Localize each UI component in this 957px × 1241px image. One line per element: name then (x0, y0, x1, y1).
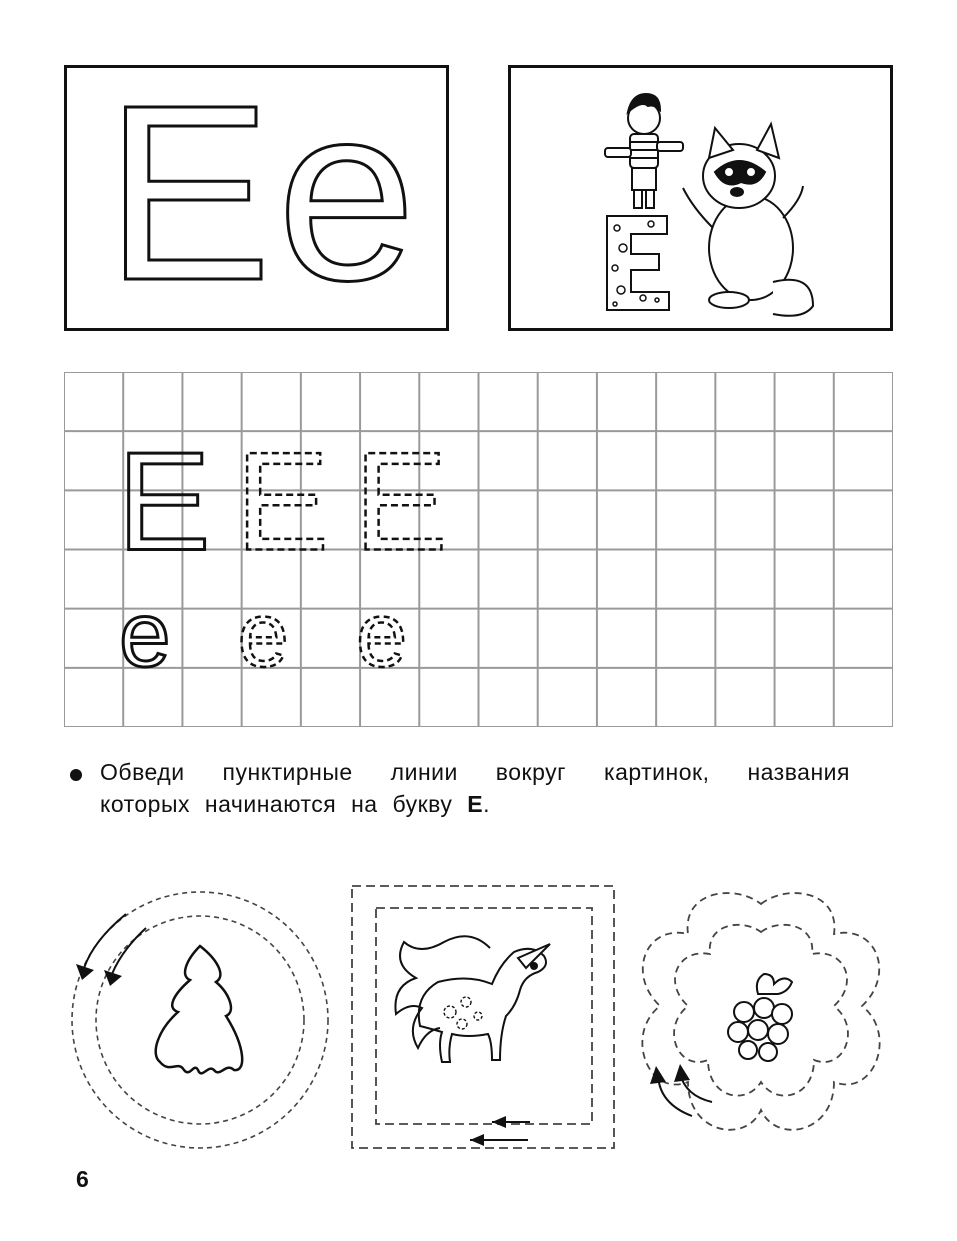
instruction-word: линии (390, 759, 458, 785)
instruction-period: . (483, 791, 491, 817)
instruction-line-2 (100, 788, 850, 820)
arrow-outer (470, 1134, 484, 1146)
lowercase-trace-letter[interactable]: е (237, 583, 289, 686)
uppercase-trace-letter[interactable]: Е (117, 422, 211, 580)
arrow-outer (650, 1066, 666, 1084)
flower-task (626, 884, 896, 1154)
uppercase-trace-letter[interactable]: Е (235, 422, 330, 580)
boy-and-raccoon-illustration (511, 68, 890, 328)
lowercase-letter: е (277, 53, 417, 332)
raccoon-icon (683, 124, 813, 316)
instruction-word: вокруг (495, 759, 567, 785)
lowercase-trace-letter[interactable]: е (119, 583, 171, 686)
bullet-point (70, 769, 82, 781)
uppercase-trace-letter[interactable]: Е (354, 422, 448, 580)
picture-card (508, 65, 893, 331)
instruction-letter: Е (467, 791, 484, 817)
instruction-word: Обведи (100, 759, 185, 785)
instruction-word: картинок, (604, 759, 710, 785)
decorated-letter-shape (607, 216, 669, 310)
instruction-text: которых начинаются на букву (100, 791, 453, 817)
instruction-word: названия (747, 759, 850, 785)
arrow-inner (492, 1116, 506, 1128)
unicorn-icon (395, 936, 550, 1062)
lowercase-trace-letter[interactable]: е (356, 583, 408, 686)
raspberry-icon (728, 974, 792, 1061)
instruction (70, 756, 850, 820)
tracing-grid (64, 372, 893, 727)
circle-task (66, 884, 338, 1156)
boy-icon (605, 94, 683, 208)
square-task (350, 884, 618, 1152)
arrow-inner (674, 1064, 690, 1082)
letter-card (64, 53, 449, 332)
uppercase-letter: Е (105, 53, 272, 332)
instruction-line-1 (100, 756, 850, 788)
fir-tree-icon (156, 946, 242, 1073)
page-number: 6 (76, 1166, 89, 1192)
instruction-word: пунктирные (222, 759, 353, 785)
